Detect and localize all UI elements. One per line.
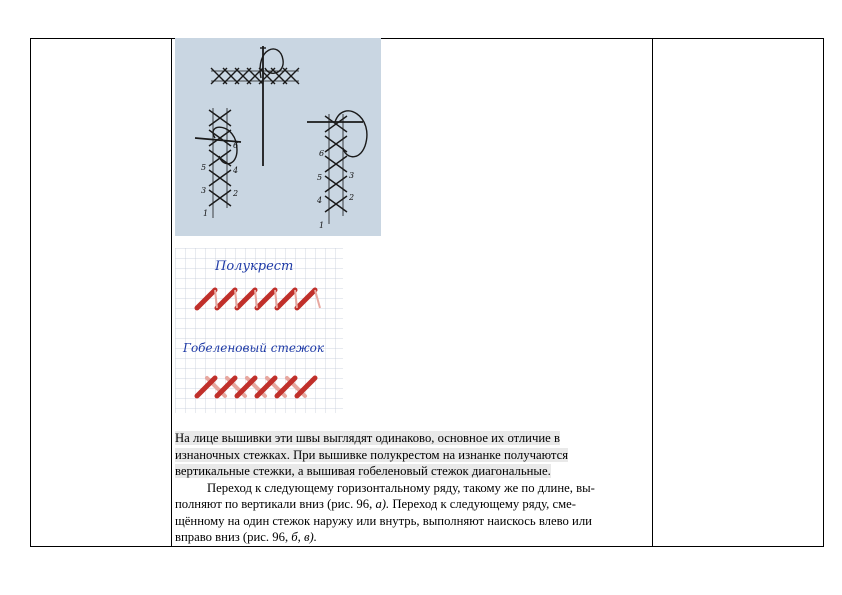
grid-stitch-figure (175, 248, 343, 413)
figure-ref-a: а). (375, 497, 390, 511)
figure-ref-bv: б, в). (291, 530, 317, 544)
column-divider-left (171, 38, 172, 547)
right-label-3: 3 (349, 171, 355, 180)
right-label-2: 2 (349, 193, 355, 202)
text-para2-line3: щённому на один стежок наружу или внутрь, выполняют наискось влево или (175, 513, 592, 528)
text-line-2: изнаночных стежках. При вышивке полукрестом на изнанке получаются (175, 447, 569, 462)
left-label-5: 5 (201, 163, 207, 172)
left-label-3: 3 (201, 186, 207, 195)
stitch-diagram-figure (175, 38, 381, 236)
text-para2-line4: вправо вниз (рис. 96, (175, 530, 292, 544)
text-para2-line1: Переход к следующему горизонтальному ряду, такому же по длине, вы- (207, 480, 595, 495)
label-half-cross: Полукрест (215, 259, 294, 274)
left-label-4: 4 (233, 166, 239, 175)
text-para2-line2: полняют по вертикали вниз (рис. 96, (175, 497, 376, 511)
right-label-1: 1 (319, 221, 325, 230)
right-label-4: 4 (317, 196, 323, 205)
label-tapestry: Гобеленовый стежок (183, 341, 324, 355)
left-label-1: 1 (203, 209, 209, 218)
stitch-diagram-svg (175, 38, 381, 236)
left-label-6: 6 (233, 141, 239, 150)
left-label-2: 2 (233, 189, 239, 198)
text-line-3: вертикальные стежки, а вышивая гобеленовый стежок диагональные. (175, 464, 551, 478)
text-line-1: На лице вышивки эти швы выглядят одинаково, основное их отличие в (175, 431, 560, 445)
grid-stitch-svg (175, 248, 343, 413)
right-label-5: 5 (317, 173, 323, 182)
text-para2-line2-tail: Переход к следующему ряду, сме- (389, 497, 576, 511)
right-label-6: 6 (319, 149, 325, 158)
body-text (175, 430, 655, 546)
